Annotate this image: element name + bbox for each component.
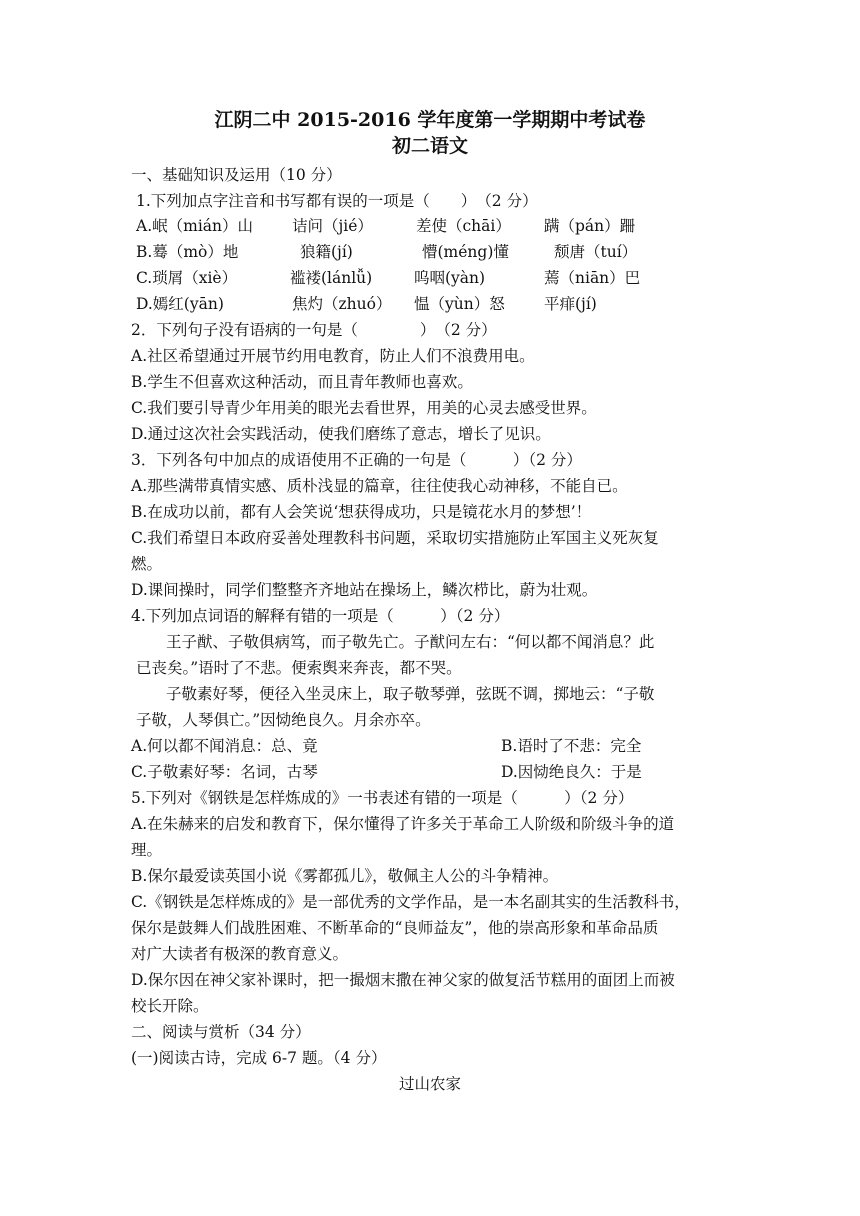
q5-option-c-line2: 保尔是鼓舞人们战胜困难、不断革命的“良师益友”，他的崇高形象和革命品质 <box>131 919 659 937</box>
q4-option-c: C.子敬素好琴：名词，古琴 <box>131 763 318 781</box>
q5-option-c-line3: 对广大读者有极深的教育意义。 <box>131 945 349 963</box>
q2-option-a: A.社区希望通过开展节约用电教育，防止人们不浪费用电。 <box>131 347 535 365</box>
q4-option-b: B.语时了不悲：完全 <box>501 737 642 755</box>
section-2-sub-1: (一)阅读古诗，完成 6-7 题。（4 分） <box>131 1049 387 1067</box>
q2-option-c: C.我们要引导青少年用美的眼光去看世界，用美的心灵去感受世界。 <box>131 399 597 417</box>
q2-stem: 2．下列句子没有语病的一句是（ ） （2 分） <box>131 321 497 339</box>
section-1-heading: 一、基础知识及运用（10 分） <box>131 166 342 184</box>
q5-option-d-line1: D.保尔因在神父家补课时，把一撮烟末撒在神父家的做复活节糕用的面团上而被 <box>131 971 675 989</box>
q4-passage-p1-line1: 王子猷、子敬俱病笃，而子敬先亡。子猷问左右：“何以都不闻消息？此 <box>166 633 655 651</box>
q1-stem: 1.下列加点字注音和书写都有误的一项是（ ） （2 分） <box>136 192 538 210</box>
q3-option-c-line2: 燃。 <box>131 555 163 573</box>
section-2-heading: 二、阅读与赏析（34 分） <box>131 1023 311 1041</box>
exam-subtitle: 初二语文 <box>391 135 468 157</box>
q5-option-a-line1: A.在朱赫来的启发和教育下，保尔懂得了许多关于革命工人阶级和阶级斗争的道 <box>131 815 675 833</box>
q5-option-a-line2: 理。 <box>131 841 163 859</box>
q5-option-c-line1: C.《钢铁是怎样炼成的》是一部优秀的文学作品，是一本名副其实的生活教科书， <box>131 893 690 911</box>
q5-option-d-line2: 校长开除。 <box>131 997 209 1015</box>
q3-option-c-line1: C.我们希望日本政府妥善处理教科书问题，采取切实措施防止军国主义死灰复 <box>131 529 659 547</box>
exam-title: 江阴二中 2015-2016 学年度第一学期期中考试卷 <box>214 109 646 131</box>
q4-option-a: A.何以都不闻消息：总、竟 <box>131 737 318 755</box>
q2-option-d: D.通过这次社会实践活动，使我们磨练了意志，增长了见识。 <box>131 425 551 443</box>
q3-option-d: D.课间操时，同学们整整齐齐地站在操场上，鳞次栉比，蔚为壮观。 <box>131 581 598 599</box>
q4-option-d: D.因恸绝良久：于是 <box>501 763 642 781</box>
q3-option-a: A.那些满带真情实感、质朴浅显的篇章，往往使我心动神移，不能自已。 <box>131 477 628 495</box>
q3-option-b: B.在成功以前，都有人会笑说‘想获得成功，只是镜花水月的梦想’！ <box>131 503 592 521</box>
q4-passage-p1-line2: 已丧矣。”语时了不悲。便索舆来奔丧，都不哭。 <box>136 659 462 677</box>
q3-stem: 3．下列各句中加点的成语使用不正确的一句是（ ）（2 分） <box>131 451 582 469</box>
q5-stem: 5.下列对《钢铁是怎样炼成的》一书表述有错的一项是（ ）（2 分） <box>131 789 634 807</box>
q5-option-b: B.保尔最爱读英国小说《雾都孤儿》，敬佩主人公的斗争精神。 <box>131 867 559 885</box>
exam-page: 江阴二中 2015-2016 学年度第一学期期中考试卷 初二语文 一、基础知识及运用（10 分） 1.下列加点字注音和书写都有误的一项是（ ） （2 分） A.岷（mián）山 诘问（jié） 差使（chāi） 蹒（pán）跚 B.蓦（mò）地 狼籍(jí) 懵(méng)懂 颓唐（tuí） C.琐屑（xiè） 褴褛(lánlǚ) 呜咽(yàn) 蔫（niān）巴 D.嫣红(yān) 焦灼（zhuó） 愠（yùn）怒 平痱(jí) 2．下列句子没有语病的一句是（ ） （2 分） A.社区希望通过开展节约用电教育，防止人们不浪费用电。 B.学生不但喜欢这种活动，而且青年教师也喜欢。 C.我们要引导青少年用美的眼光去看世界，用美的心灵去感受世界。 D.通过这次社会实践活动，使我们磨练了意志，增长了见识。 3．下列各句中加点的成语使用不正确的一句是（ ）（2 分） A.那些满带真情实感、质朴浅显的篇章，往往使我心动神移，不能自已。 B.在成功以前，都有人会笑说‘想获得成功，只是镜花水月的梦想’！ C.我们希望日本政府妥善处理教科书问题，采取切实措施防止军国主义死灰复 燃。 D.课间操时，同学们整整齐齐地站在操场上，鳞次栉比，蔚为壮观。 4.下列加点词语的解释有错的一项是（ ）（2 分） 王子猷、子敬俱病笃，而子敬先亡。子猷问左右：“何以都不闻消息？此 已丧矣。”语时了不悲。便索舆来奔丧，都不哭。 子敬素好琴，便径入坐灵床上，取子敬琴弹，弦既不调，掷地云：“子敬 子敬，人琴俱亡。”因恸绝良久。月余亦卒。 A.何以都不闻消息：总、竟 B.语时了不悲：完全 C.子敬素好琴：名词，古琴 D.因恸绝良久：于是 5.下列对《钢铁是怎样炼成的》一书表述有错的一项是（ ）（2 分） A.在朱赫来的启发和教育下，保尔懂得了许多关于革命工人阶级和阶级斗争的道 理。 B.保尔最爱读英国小说《雾都孤儿》，敬佩主人公的斗争精神。 C.《钢铁是怎样炼成的》是一部优秀的文学作品，是一本名副其实的生活教科书， 保尔是鼓舞人们战胜困难、不断革命的“良师益友”，他的崇高形象和革命品质 对广大读者有极深的教育意义。 D.保尔因在神父家补课时，把一撮烟末撒在神父家的做复活节糕用的面团上而被 校长开除。 二、阅读与赏析（34 分） (一)阅读古诗，完成 6-7 题。（4 分） 过山农家 <box>0 0 860 1216</box>
q4-passage-p2-line1: 子敬素好琴，便径入坐灵床上，取子敬琴弹，弦既不调，掷地云：“子敬 <box>166 685 655 703</box>
q4-stem: 4.下列加点词语的解释有错的一项是（ ）（2 分） <box>131 607 510 625</box>
q2-option-b: B.学生不但喜欢这种活动，而且青年教师也喜欢。 <box>131 373 473 391</box>
q4-passage-p2-line2: 子敬，人琴俱亡。”因恸绝良久。月余亦卒。 <box>136 711 431 729</box>
poem-title: 过山农家 <box>398 1075 461 1093</box>
